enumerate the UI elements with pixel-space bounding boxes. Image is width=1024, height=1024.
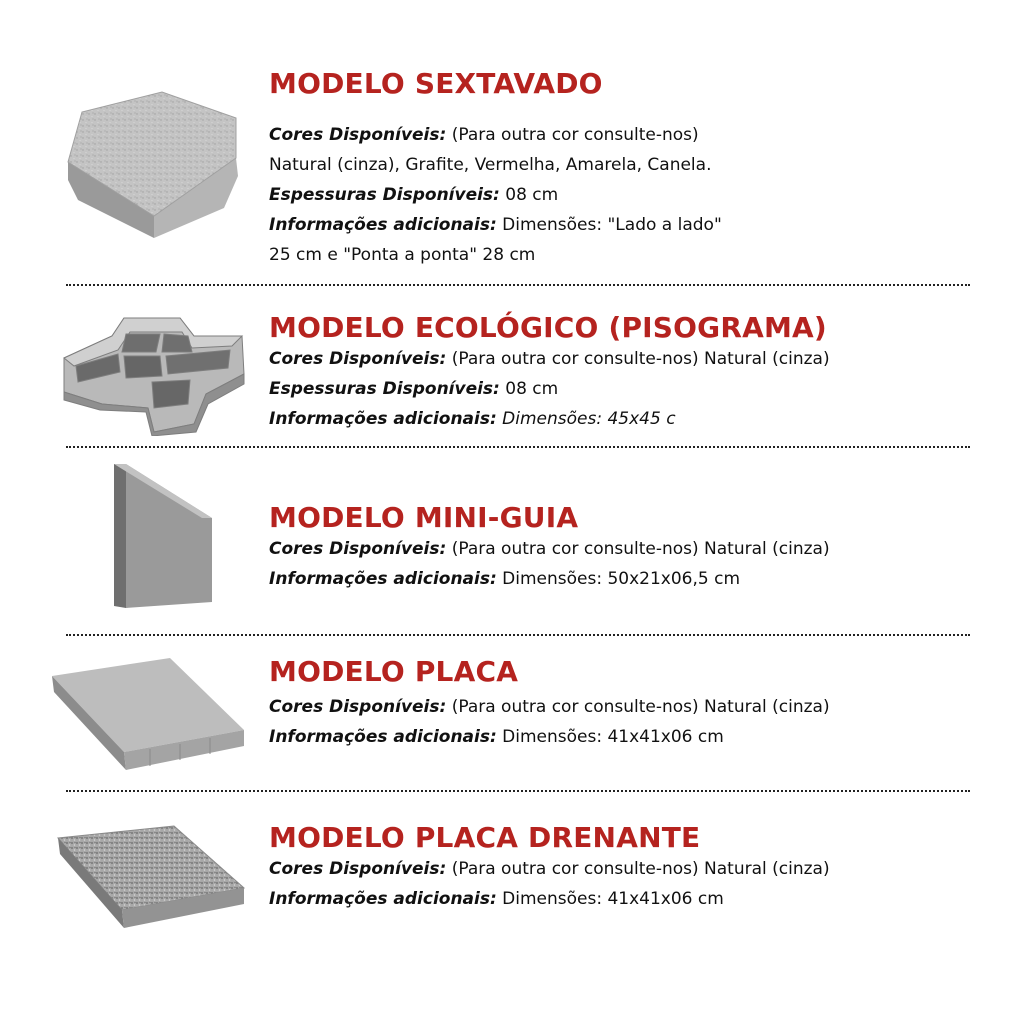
cores-line xyxy=(269,344,989,374)
cores-line xyxy=(269,534,989,564)
info-value: Dimensões: "Lado a lado" xyxy=(502,215,722,235)
mini-guia-image xyxy=(110,462,216,612)
cores-label: Cores Disponíveis: xyxy=(269,859,447,879)
info-label: Informações adicionais: xyxy=(269,569,497,589)
espessuras-value: 08 cm xyxy=(505,185,559,205)
info-label: Informações adicionais: xyxy=(269,215,497,235)
product-title: MODELO PLACA xyxy=(269,655,519,688)
info-value: Dimensões: 41x41x06 cm xyxy=(502,727,724,747)
product-title: MODELO PLACA DRENANTE xyxy=(269,821,701,854)
cores-value: (Para outra cor consulte-nos) Natural (cinza) xyxy=(451,697,830,717)
cores-value: (Para outra cor consulte-nos) Natural (cinza) xyxy=(451,539,830,559)
info-value: Dimensões: 41x41x06 cm xyxy=(502,889,724,909)
info-line xyxy=(269,210,989,240)
product-title: MODELO ECOLÓGICO (PISOGRAMA) xyxy=(269,311,827,344)
product-title: MODELO MINI-GUIA xyxy=(269,501,579,534)
cores-value: (Para outra cor consulte-nos) Natural (cinza) xyxy=(451,859,830,879)
divider xyxy=(66,284,970,286)
cores-line xyxy=(269,692,989,722)
espessuras-value: 08 cm xyxy=(505,379,559,399)
info-line xyxy=(269,404,989,434)
cores-line xyxy=(269,854,989,884)
info-line xyxy=(269,722,989,752)
info-line xyxy=(269,564,989,594)
product-title: MODELO SEXTAVADO xyxy=(269,67,603,100)
espessuras-label: Espessuras Disponíveis: xyxy=(269,379,500,399)
info-value: Dimensões: 45x45 c xyxy=(502,409,676,429)
info-label: Informações adicionais: xyxy=(269,727,497,747)
cores-value: (Para outra cor consulte-nos) Natural (cinza) xyxy=(451,349,830,369)
placa-image xyxy=(50,656,246,772)
cores-label: Cores Disponíveis: xyxy=(269,349,447,369)
cores-value: (Para outra cor consulte-nos) xyxy=(451,125,699,145)
placa-drenante-image xyxy=(56,822,246,932)
cores-value-2: Natural (cinza), Grafite, Vermelha, Amarela, Canela. xyxy=(269,155,712,175)
divider xyxy=(66,446,970,448)
cores-label: Cores Disponíveis: xyxy=(269,125,447,145)
info-line xyxy=(269,884,989,914)
info-value-2: 25 cm e "Ponta a ponta" 28 cm xyxy=(269,245,536,265)
pisograma-paver-image xyxy=(62,312,246,436)
espessuras-line xyxy=(269,180,989,210)
cores-label: Cores Disponíveis: xyxy=(269,697,447,717)
divider xyxy=(66,634,970,636)
info-label: Informações adicionais: xyxy=(269,889,497,909)
divider xyxy=(66,790,970,792)
espessuras-label: Espessuras Disponíveis: xyxy=(269,185,500,205)
cores-label: Cores Disponíveis: xyxy=(269,539,447,559)
info-label: Informações adicionais: xyxy=(269,409,497,429)
info-value: Dimensões: 50x21x06,5 cm xyxy=(502,569,741,589)
hexagon-paver-image xyxy=(64,88,244,248)
espessuras-line xyxy=(269,374,989,404)
cores-line xyxy=(269,120,989,150)
